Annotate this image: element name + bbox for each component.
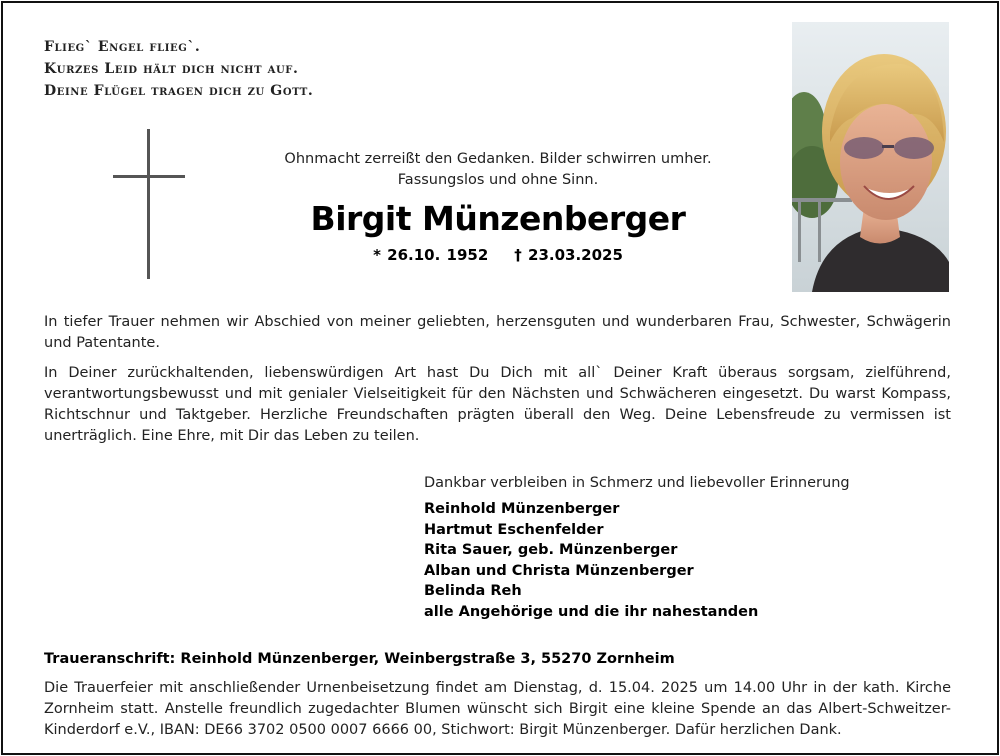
mourner-name: Alban und Christa Münzenberger — [424, 562, 694, 579]
paragraph-farewell: In tiefer Trauer nehmen wir Abschied von meiner geliebten, herzensguten und wunderbaren Frau, Schwester, Schwägerin und Patentante. — [44, 314, 951, 351]
quote-line: Ohnmacht zerreißt den Gedanken. Bilder schwirren umher. — [284, 151, 712, 167]
poem-line: Deine Flügel tragen dich zu Gott. — [44, 83, 314, 99]
quote — [238, 149, 758, 191]
funeral-notice: Die Trauerfeier mit anschließender Urnenbeisetzung findet am Dienstag, d. 15.04. 2025 um 14.00 Uhr in der kath. Kirche Zornheim statt. Anstelle freundlich zugedachter Blumen wünscht sich Birgit eine kleine Spende an das Albert-Schweitzer-Kinderdorf e.V., IBAN: DE66 3702 0500 0007 6666 00, Stichwort: Birgit Münzenberger. Dafür herzlichen Dank. — [44, 680, 951, 738]
mourner-name: Hartmut Eschenfelder — [424, 521, 604, 538]
life-dates — [238, 246, 758, 264]
quote-line: Fassungslos und ohne Sinn. — [397, 172, 599, 188]
mourning-address: Traueranschrift: Reinhold Münzenberger, Weinbergstraße 3, 55270 Zornheim — [44, 651, 675, 667]
deceased-name: Birgit Münzenberger — [310, 199, 686, 238]
mourner-name: Rita Sauer, geb. Münzenberger — [424, 542, 678, 559]
mourner-name: alle Angehörige und die ihr nahestanden — [424, 603, 759, 620]
portrait-photo — [792, 22, 949, 292]
poem-line: Kurzes Leid hält dich nicht auf. — [44, 61, 299, 77]
death-date: † 23.03.2025 — [514, 246, 623, 264]
mourner-name: Reinhold Münzenberger — [424, 501, 620, 517]
birth-date: * 26.10. 1952 — [373, 246, 489, 264]
poem — [44, 36, 313, 102]
poem-line: Flieg` Engel flieg`. — [44, 39, 201, 55]
paragraph-tribute: In Deiner zurückhaltenden, liebenswürdigen Art hast Du Dich mit all` Deiner Kraft überaus sorgsam, zielführend, verantwortungsbewusst und mit genialer Vielseitigkeit für den Nächsten und Schwächeren eingesetzt. Du warst Kompass, Richtschnur und Taktgeber. Herzliche Freundschaften prägten überall den Weg. Deine Lebensfreude zu vermissen ist unerträglich. Eine Ehre, mit Dir das Leben zu teilen. — [44, 365, 951, 444]
obituary-card — [1, 1, 999, 755]
mourner-name: Belinda Reh — [424, 583, 522, 600]
mourners-list — [424, 499, 758, 623]
cross-icon — [113, 129, 185, 279]
thanks-line: Dankbar verbleiben in Schmerz und liebevoller Erinnerung — [424, 475, 850, 491]
